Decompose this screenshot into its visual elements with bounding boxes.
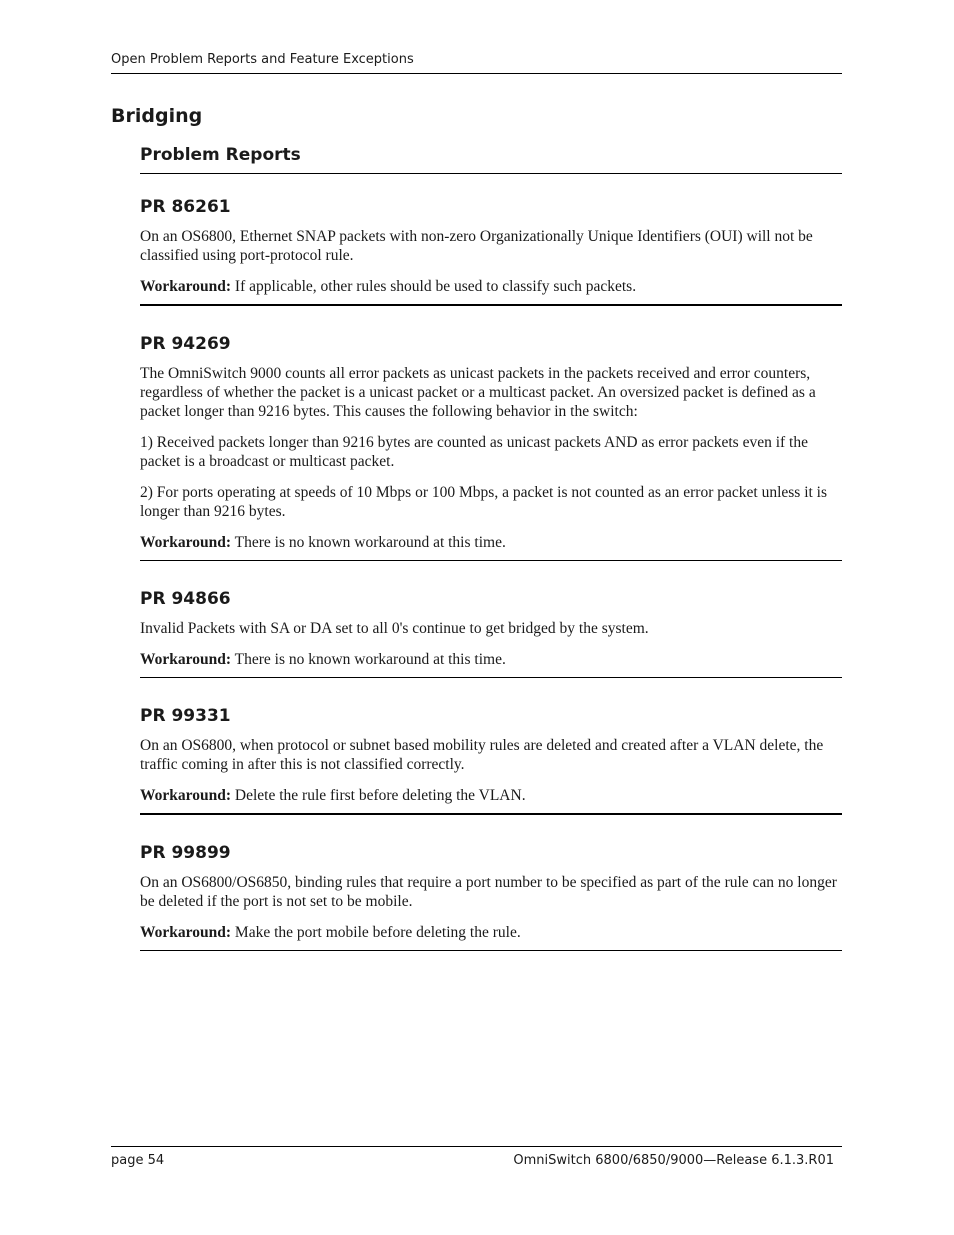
pr-workaround xyxy=(140,533,842,552)
workaround-label: Workaround: xyxy=(140,924,232,941)
problem-report xyxy=(140,842,842,951)
section-title: Bridging xyxy=(111,105,203,127)
page-number: page 54 xyxy=(111,1153,165,1168)
pr-description: On an OS6800/OS6850, binding rules that require a port number to be specified as part of the rule can no longer be deleted if the port is not set to be mobile. xyxy=(140,874,837,910)
running-header: Open Problem Reports and Feature Exceptions xyxy=(111,51,842,74)
problem-report xyxy=(140,705,842,815)
pr-description: The OmniSwitch 9000 counts all error packets as unicast packets in the packets received and error counters, regardless of whether the packet is a unicast packet or a multicast packet. An oversized packet is defined as a packet longer than 9216 bytes. This causes the following behavior in the switch: xyxy=(140,365,816,420)
pr-description: 2) For ports operating at speeds of 10 Mbps or 100 Mbps, a packet is not counted as an error packet unless it is longer than 9216 bytes. xyxy=(140,484,828,520)
workaround-label: Workaround: xyxy=(140,278,232,295)
pr-workaround xyxy=(140,786,842,805)
pr-id: PR 99331 xyxy=(140,706,231,726)
workaround-text: Make the port mobile before deleting the rule. xyxy=(231,924,521,941)
product-release: OmniSwitch 6800/6850/9000—Release 6.1.3.R01 xyxy=(513,1153,834,1168)
pr-workaround xyxy=(140,650,842,669)
pr-description: On an OS6800, Ethernet SNAP packets with non-zero Organizationally Unique Identifiers (OUI) will not be classified using port-protocol rule. xyxy=(140,228,813,264)
pr-description: 1) Received packets longer than 9216 bytes are counted as unicast packets AND as error packets even if the packet is a broadcast or multicast packet. xyxy=(140,434,808,470)
problem-report xyxy=(140,333,842,561)
pr-workaround xyxy=(140,277,842,296)
workaround-label: Workaround: xyxy=(140,534,232,551)
workaround-text: If applicable, other rules should be used to classify such packets. xyxy=(231,278,637,295)
workaround-text: There is no known workaround at this time. xyxy=(231,651,506,668)
pr-id: PR 99899 xyxy=(140,843,231,863)
running-footer xyxy=(111,1146,842,1168)
pr-id: PR 94866 xyxy=(140,589,231,609)
pr-id: PR 86261 xyxy=(140,197,231,217)
workaround-text: There is no known workaround at this time. xyxy=(231,534,506,551)
problem-report xyxy=(140,196,842,306)
problem-report xyxy=(140,588,842,678)
pr-description: On an OS6800, when protocol or subnet based mobility rules are deleted and created after a VLAN delete, the traffic coming in after this is not classified correctly. xyxy=(140,737,824,773)
problem-report-list xyxy=(140,196,842,978)
pr-id: PR 94269 xyxy=(140,334,231,354)
pr-description: Invalid Packets with SA or DA set to all 0's continue to get bridged by the system. xyxy=(140,620,649,637)
workaround-label: Workaround: xyxy=(140,787,232,804)
subsection-title: Problem Reports xyxy=(140,144,842,174)
workaround-text: Delete the rule first before deleting the VLAN. xyxy=(231,787,526,804)
pr-workaround xyxy=(140,923,842,942)
workaround-label: Workaround: xyxy=(140,651,232,668)
